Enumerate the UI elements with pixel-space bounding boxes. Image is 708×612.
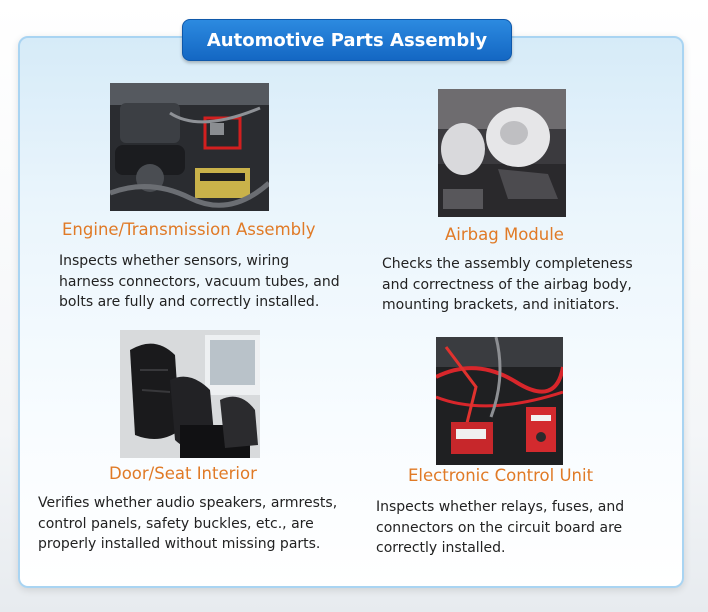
deployed-airbag-photo xyxy=(438,89,566,217)
card-heading-engine: Engine/Transmission Assembly xyxy=(62,220,316,239)
card-heading-seat: Door/Seat Interior xyxy=(109,464,257,483)
page-title: Automotive Parts Assembly xyxy=(182,19,512,61)
car-seat-interior-photo xyxy=(120,330,260,458)
card-heading-ecu: Electronic Control Unit xyxy=(408,466,594,485)
engine-bay-photo xyxy=(110,83,269,211)
card-description-engine: Inspects whether sensors, wiring harness connectors, vacuum tubes, and bolts are fully and correctly installed. xyxy=(59,253,340,310)
card-heading-airbag: Airbag Module xyxy=(445,225,564,244)
card-description-seat: Verifies whether audio speakers, armrests, control panels, safety buckles, etc., are properly installed without missing parts. xyxy=(38,495,338,552)
card-description-airbag: Checks the assembly completeness and correctness of the airbag body, mounting brackets, and initiators. xyxy=(382,256,633,313)
circuit-wiring-photo xyxy=(436,337,563,465)
card-description-ecu: Inspects whether relays, fuses, and connectors on the circuit board are correctly installed. xyxy=(376,499,625,556)
